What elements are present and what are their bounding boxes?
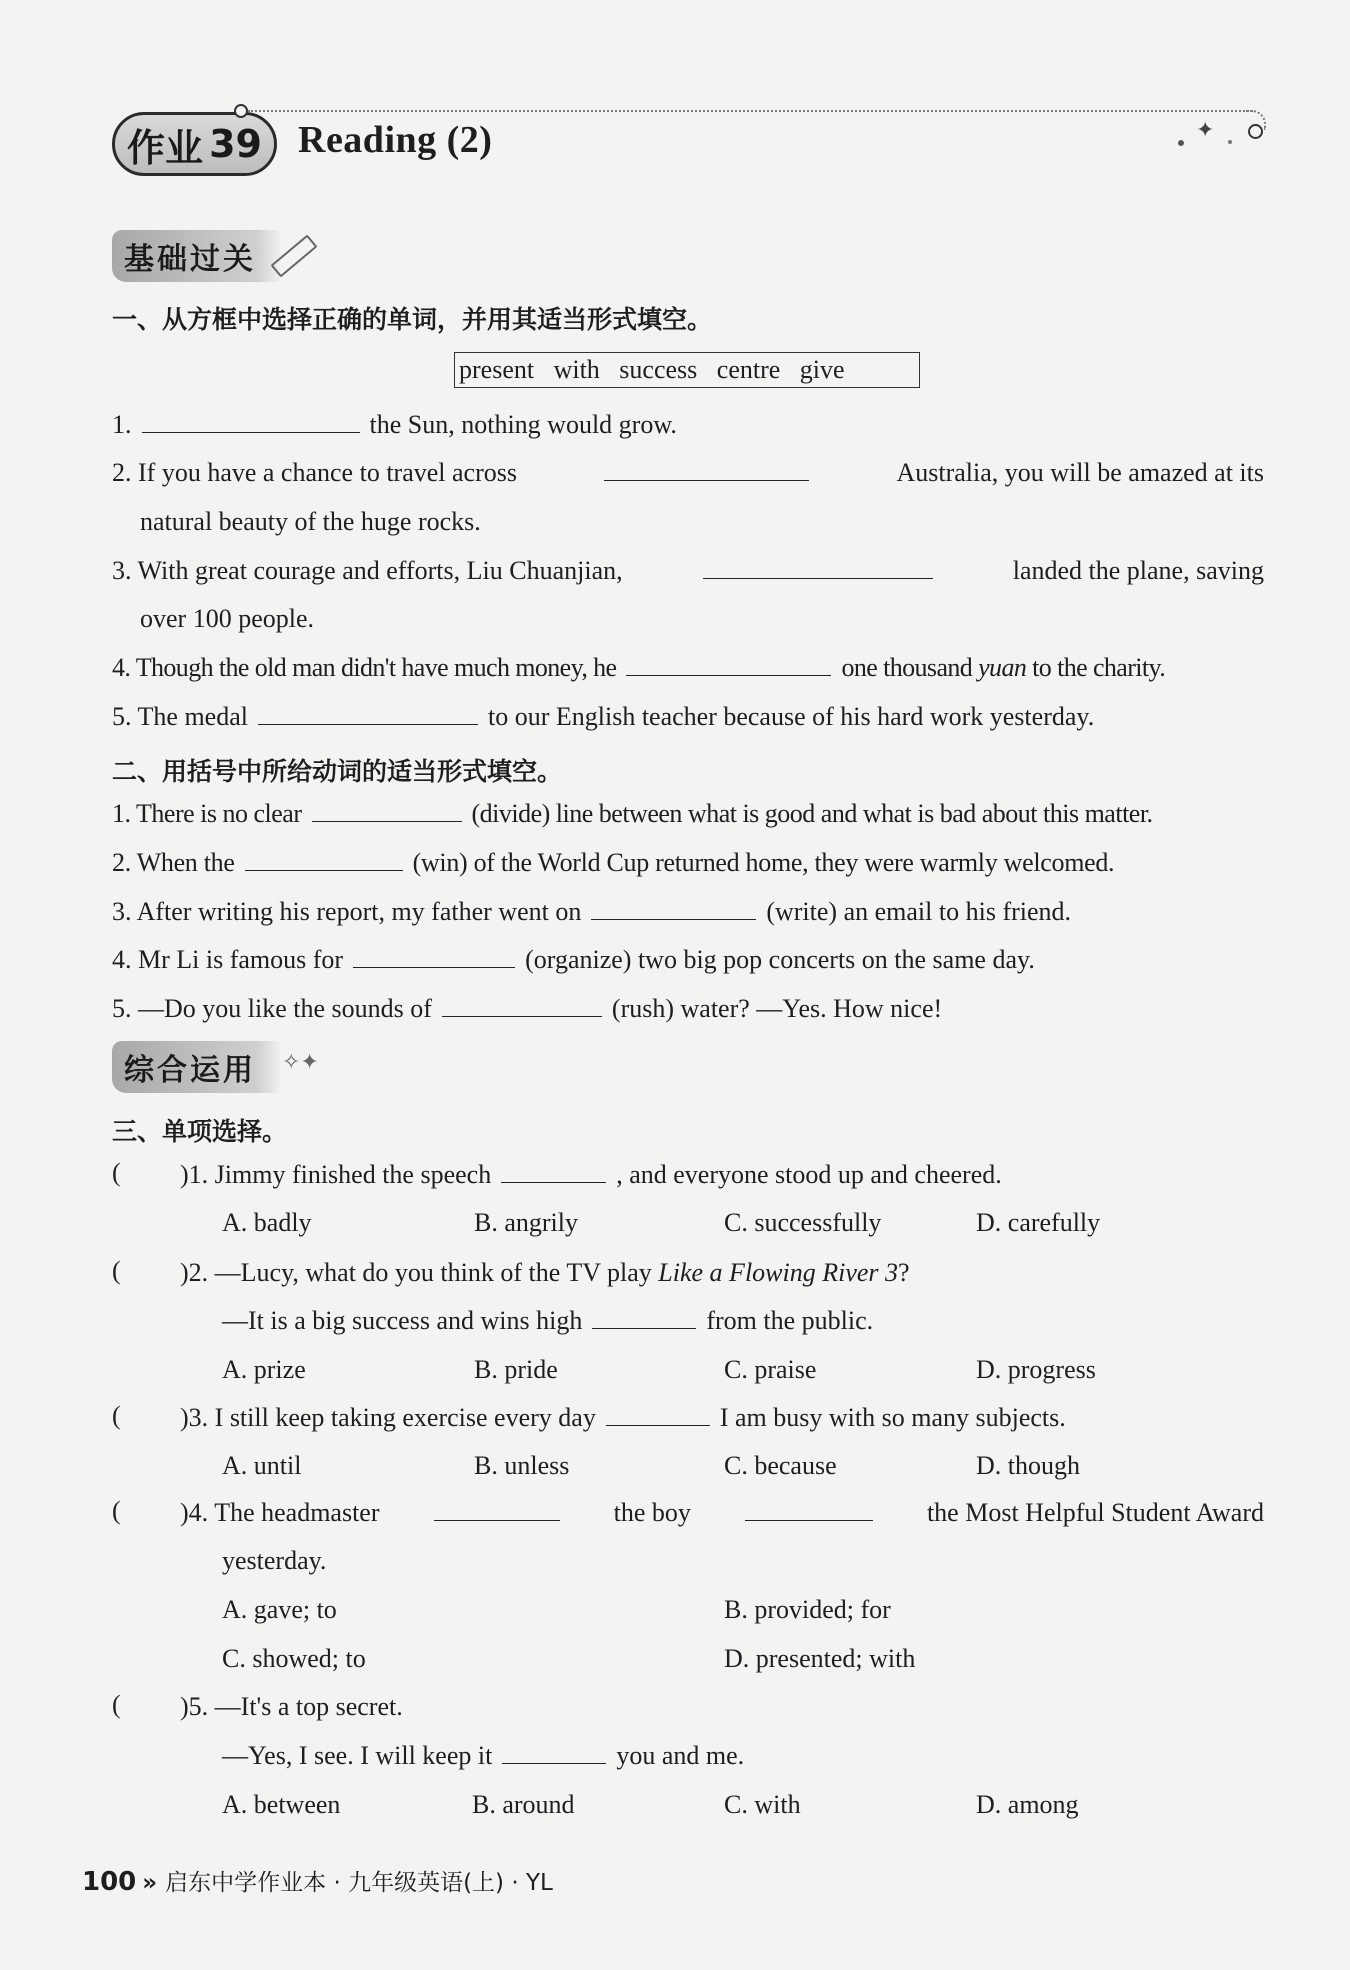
question-text: 4. Mr Li is famous for — [112, 945, 344, 974]
sparkle-dot-icon — [1228, 140, 1232, 144]
question-text: 5. —Do you like the sounds of — [112, 994, 432, 1023]
question-text: 2. When the — [112, 848, 235, 877]
mc-option-1b[interactable]: B. angrily — [474, 1208, 578, 1237]
question-text: (divide) line between what is good and what is bad about this matter. — [471, 799, 1153, 828]
mc-option-3a[interactable]: A. until — [222, 1451, 302, 1480]
book-title: 启东中学作业本 · 九年级英语(上) · YL — [165, 1870, 553, 1896]
mc-question-5-line2 — [222, 1739, 744, 1773]
question-text: )2. —Lucy, what do you think of the TV play — [180, 1258, 652, 1287]
header-end-circle-icon — [1248, 124, 1263, 139]
question-text: 2. If you have a chance to travel across — [112, 458, 517, 487]
question-text: landed the plane, saving — [1012, 556, 1264, 585]
mc-question-4 — [180, 1496, 1264, 1530]
answer-blank[interactable] — [626, 651, 831, 676]
question-italic-text: yuan — [978, 653, 1027, 682]
question-text: one thousand — [841, 653, 973, 682]
mc-question-1 — [180, 1158, 1002, 1192]
answer-blank[interactable] — [442, 992, 602, 1017]
answer-blank[interactable] — [353, 943, 515, 968]
answer-blank[interactable] — [606, 1401, 710, 1426]
part1-question-2-continued: natural beauty of the huge rocks. — [140, 507, 481, 536]
badge-circle-icon — [234, 104, 248, 118]
question-text: 4. Though the old man didn't have much money, he — [112, 653, 617, 682]
sparkle-dot-icon — [1178, 140, 1184, 146]
sparkle-icon: ✦ — [1196, 118, 1215, 143]
answer-blank[interactable] — [142, 408, 360, 433]
part2-heading: 二、用括号中所给动词的适当形式填空。 — [112, 757, 563, 786]
mc-option-2a[interactable]: A. prize — [222, 1355, 306, 1384]
badge-label: 作业 — [127, 125, 204, 170]
answer-paren[interactable]: ( — [112, 1496, 121, 1525]
question-text: (organize) two big pop concerts on the same day. — [525, 945, 1035, 974]
question-text: ? — [898, 1258, 910, 1287]
part2-question-5 — [112, 992, 942, 1026]
answer-blank[interactable] — [591, 895, 756, 920]
answer-blank[interactable] — [745, 1496, 873, 1521]
question-text: , and everyone stood up and cheered. — [616, 1160, 1002, 1189]
question-text: (rush) water? —Yes. How nice! — [611, 994, 943, 1023]
part2-question-3 — [112, 895, 1071, 929]
mc-question-3 — [180, 1401, 1066, 1435]
answer-paren[interactable]: ( — [112, 1690, 121, 1719]
page-footer — [82, 1864, 553, 1897]
badge-number: 39 — [209, 122, 262, 166]
mc-option-3d[interactable]: D. though — [976, 1451, 1080, 1480]
mc-question-2-line2 — [222, 1304, 873, 1338]
answer-paren[interactable]: ( — [112, 1401, 121, 1430]
mc-question-5: )5. —It's a top secret. — [180, 1692, 403, 1721]
question-text: )1. Jimmy finished the speech — [180, 1160, 492, 1189]
part2-question-1 — [112, 797, 1153, 831]
question-text: —Yes, I see. I will keep it — [222, 1741, 493, 1770]
part3-heading: 三、单项选择。 — [112, 1117, 288, 1146]
answer-blank[interactable] — [312, 797, 462, 822]
mc-option-5b[interactable]: B. around — [472, 1790, 575, 1819]
page-title: Reading (2) — [298, 119, 493, 161]
part1-heading: 一、从方框中选择正确的单词，并用其适当形式填空。 — [112, 305, 713, 334]
mc-option-3b[interactable]: B. unless — [474, 1451, 570, 1480]
mc-option-1a[interactable]: A. badly — [222, 1208, 312, 1237]
question-text: 5. The medal — [112, 702, 248, 731]
answer-blank[interactable] — [258, 700, 478, 725]
part1-question-3-continued: over 100 people. — [140, 604, 315, 633]
question-text: 3. After writing his report, my father went on — [112, 897, 582, 926]
part1-question-1 — [112, 408, 677, 442]
question-text: Australia, you will be amazed at its — [896, 458, 1264, 487]
mc-option-1c[interactable]: C. successfully — [724, 1208, 882, 1237]
answer-blank[interactable] — [703, 554, 933, 579]
part2-question-4 — [112, 943, 1035, 977]
question-text: 1. There is no clear — [112, 799, 302, 828]
part1-question-3 — [112, 554, 1264, 588]
part1-question-4 — [112, 651, 1165, 685]
section-banner-comprehensive — [112, 1041, 282, 1093]
part1-question-2 — [112, 456, 1264, 490]
answer-blank[interactable] — [604, 456, 809, 481]
header-dotted-rule — [248, 110, 1253, 112]
answer-blank[interactable] — [502, 1739, 606, 1764]
mc-option-4b[interactable]: B. provided; for — [724, 1595, 891, 1624]
answer-blank[interactable] — [434, 1496, 560, 1521]
question-text: I am busy with so many subjects. — [719, 1403, 1066, 1432]
question-text: to our English teacher because of his hard work yesterday. — [487, 702, 1095, 731]
question-text: —It is a big success and wins high — [222, 1306, 583, 1335]
mc-question-2 — [180, 1256, 910, 1290]
question-text: 3. With great courage and efforts, Liu Chuanjian, — [112, 556, 623, 585]
mc-option-3c[interactable]: C. because — [724, 1451, 837, 1480]
mc-option-5c[interactable]: C. with — [724, 1790, 801, 1819]
question-text: )3. I still keep taking exercise every day — [180, 1403, 596, 1432]
answer-paren[interactable]: ( — [112, 1158, 121, 1187]
question-text: you and me. — [616, 1741, 745, 1770]
homework-badge — [112, 112, 277, 176]
question-number: 1. — [112, 410, 132, 439]
question-text: to the charity. — [1032, 653, 1166, 682]
answer-blank[interactable] — [501, 1158, 606, 1183]
mc-option-1d[interactable]: D. carefully — [976, 1208, 1101, 1237]
part1-question-5 — [112, 700, 1094, 734]
mc-option-4a[interactable]: A. gave; to — [222, 1595, 337, 1624]
question-text: from the public. — [706, 1306, 874, 1335]
mc-question-4-continued: yesterday. — [222, 1546, 327, 1575]
double-chevron-icon: » — [142, 1870, 158, 1896]
mc-option-4c[interactable]: C. showed; to — [222, 1644, 366, 1673]
question-text: the Most Helpful Student Award — [926, 1498, 1264, 1527]
question-text: (win) of the World Cup returned home, they were warmly welcomed. — [412, 848, 1115, 877]
word-box: present with success centre give — [454, 352, 920, 388]
section-banner-label: 基础过关 — [124, 242, 256, 277]
question-italic-text: Like a Flowing River 3 — [658, 1258, 899, 1287]
part2-question-2 — [112, 846, 1114, 880]
stars-icon: ✧✦ — [282, 1050, 319, 1075]
question-text: the boy — [613, 1498, 691, 1527]
answer-paren[interactable]: ( — [112, 1256, 121, 1285]
mc-option-5a[interactable]: A. between — [222, 1790, 341, 1819]
answer-blank[interactable] — [245, 846, 403, 871]
section-banner-basic — [112, 230, 282, 282]
question-text: the Sun, nothing would grow. — [369, 410, 677, 439]
page-number: 100 — [82, 1867, 137, 1897]
question-text: (write) an email to his friend. — [766, 897, 1072, 926]
mc-option-2d[interactable]: D. progress — [976, 1355, 1096, 1384]
mc-option-2c[interactable]: C. praise — [724, 1355, 817, 1384]
answer-blank[interactable] — [592, 1304, 696, 1329]
section-banner-label: 综合运用 — [124, 1053, 256, 1088]
question-text: )4. The headmaster — [180, 1498, 380, 1527]
mc-option-4d[interactable]: D. presented; with — [724, 1644, 916, 1673]
mc-option-2b[interactable]: B. pride — [474, 1355, 558, 1384]
mc-option-5d[interactable]: D. among — [976, 1790, 1079, 1819]
